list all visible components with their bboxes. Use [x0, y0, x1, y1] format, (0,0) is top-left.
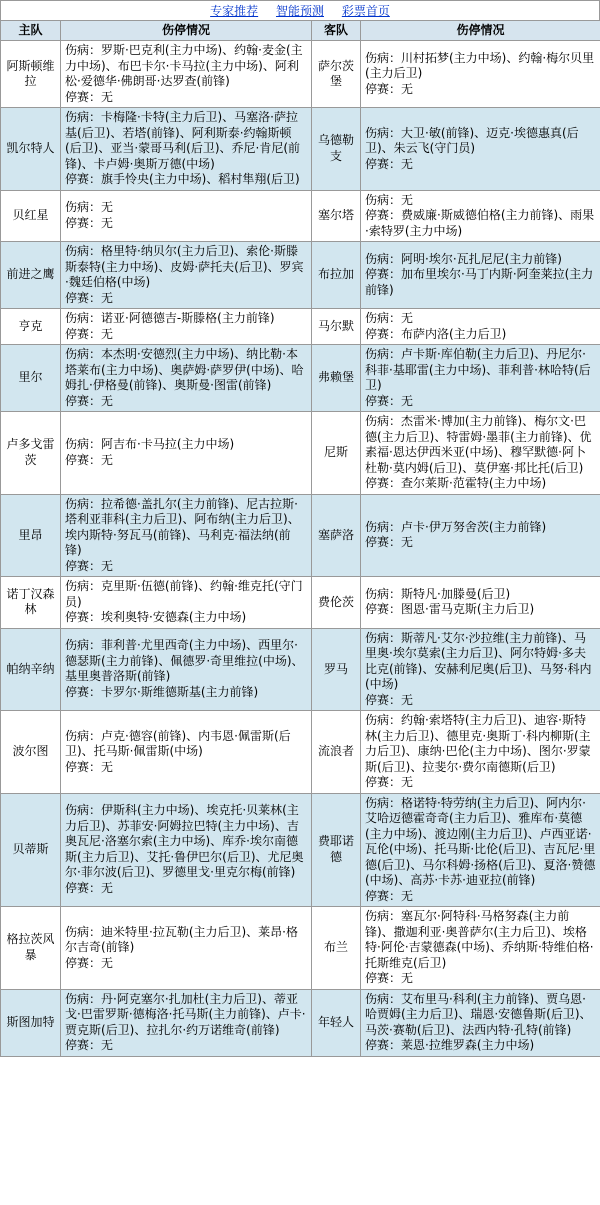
- home-injury-cell: [61, 345, 312, 412]
- home-injury-cell: [61, 907, 312, 990]
- table-row: [1, 907, 600, 990]
- home-injury-cell: [61, 628, 312, 711]
- away-team-name: 塞萨洛: [312, 494, 361, 577]
- away-team-name: 尼斯: [312, 412, 361, 495]
- home-suspension: 停赛：无: [65, 326, 114, 341]
- home-injury-cell: [61, 108, 312, 191]
- header-home-injury: 伤停情况: [61, 21, 312, 41]
- away-suspension: 停赛：图恩·雷马克斯(主力后卫): [365, 602, 535, 617]
- home-injury: 伤病：克里斯·伍德(前锋)、约翰·维克托(守门员): [65, 579, 303, 609]
- top-nav: [0, 0, 600, 20]
- home-suspension: 停赛：无: [65, 1038, 114, 1052]
- away-team-name: 塞尔塔: [312, 190, 361, 242]
- away-team-name: 弗赖堡: [312, 345, 361, 412]
- nav-link-predict[interactable]: 智能预测: [275, 4, 324, 18]
- home-team-name: 贝蒂斯: [1, 793, 61, 907]
- home-injury: 伤病：卡梅隆·卡特(主力后卫)、马塞洛·萨拉基(后卫)、若塔(前锋)、阿利斯泰·约翰斯顿(后卫)、亚当·蒙哥马利(后卫)、乔尼·肯尼(前锋)、卡卢姆·奥斯万德(中场): [65, 110, 301, 171]
- away-injury-cell: [361, 577, 600, 629]
- away-team-name: 布兰: [312, 907, 361, 990]
- injury-table: [0, 20, 600, 1057]
- away-suspension: 停赛：无: [365, 156, 414, 171]
- header-away-injury: 伤停情况: [361, 21, 600, 41]
- away-suspension: 停赛：无: [365, 81, 414, 96]
- away-suspension: 停赛：莱恩·拉维罗森(主力中场): [365, 1038, 535, 1052]
- away-injury-cell: [361, 907, 600, 990]
- away-team-name: 流浪者: [312, 711, 361, 794]
- table-row: [1, 108, 600, 191]
- home-team-name: 诺丁汉森林: [1, 577, 61, 629]
- away-team-name: 萨尔茨堡: [312, 41, 361, 108]
- away-injury-cell: [361, 190, 600, 242]
- away-injury: 伤病：无: [365, 192, 414, 207]
- away-team-name: 罗马: [312, 628, 361, 711]
- home-injury: 伤病：卢克·德容(前锋)、内韦恩·佩雷斯(后卫)、托马斯·佩雷斯(中场): [65, 728, 291, 758]
- home-team-name: 亨克: [1, 309, 61, 345]
- home-team-name: 贝红星: [1, 190, 61, 242]
- home-team-name: 波尔图: [1, 711, 61, 794]
- table-row: [1, 190, 600, 242]
- table-row: [1, 577, 600, 629]
- away-injury: 伤病：斯蒂凡·艾尔·沙拉维(主力前锋)、马里奥·埃尔莫索(主力后卫)、阿尔特姆·多夫比克(前锋)、安赫利尼奥(后卫)、马努·科内(中场): [365, 630, 592, 691]
- home-injury: 伤病：伊斯科(主力中场)、埃克托·贝莱林(主力后卫)、苏菲安·阿姆拉巴特(主力中场)、吉奥瓦尼·洛塞尔索(主力中场)、库乔·埃尔南德斯(主力后卫)、艾托·鲁伊巴尔(后卫)、尤尼奥尔·菲尔波(后卫)、罗德里戈·里克尔梅(前锋): [65, 803, 304, 880]
- away-injury: 伤病：塞瓦尔·阿特科·马格努森(主力前锋)、撒迦利亚·奥普萨尔(主力后卫)、埃格特·阿伦·吉蒙德森(中场)、乔纳斯·特维伯格·托斯维克(后卫): [365, 909, 594, 970]
- away-team-name: 费伦茨: [312, 577, 361, 629]
- home-team-name: 阿斯顿维拉: [1, 41, 61, 108]
- header-away-team: 客队: [312, 21, 361, 41]
- table-row: [1, 793, 600, 907]
- home-injury-cell: [61, 190, 312, 242]
- home-team-name: 帕纳辛纳: [1, 628, 61, 711]
- home-suspension: 停赛：无: [65, 290, 114, 305]
- header-home-team: 主队: [1, 21, 61, 41]
- home-team-name: 格拉茨风暴: [1, 907, 61, 990]
- home-suspension: 停赛：埃利奥特·安德森(主力中场): [65, 610, 247, 624]
- home-injury-cell: [61, 242, 312, 309]
- home-injury-cell: [61, 412, 312, 495]
- away-injury-cell: [361, 412, 600, 495]
- home-suspension: 停赛：无: [65, 393, 114, 408]
- away-suspension: 停赛：无: [365, 393, 414, 408]
- table-row: [1, 242, 600, 309]
- away-team-name: 马尔默: [312, 309, 361, 345]
- home-injury: 伤病：丹·阿克塞尔·扎加杜(主力后卫)、蒂亚戈·巴雷罗斯·德梅洛·托马斯(主力前锋)、卢卡·贾克斯(后卫)、拉扎尔·约万诺维奇(前锋): [65, 991, 306, 1037]
- away-suspension: 停赛：布萨内洛(主力后卫): [365, 326, 507, 341]
- home-suspension: 停赛：无: [65, 558, 114, 573]
- home-suspension: 停赛：无: [65, 955, 114, 970]
- away-injury-cell: [361, 628, 600, 711]
- home-injury-cell: [61, 711, 312, 794]
- table-row: [1, 628, 600, 711]
- home-injury: 伤病：本杰明·安德烈(主力中场)、纳比勒·本塔莱布(主力中场)、奥萨姆·萨罗伊(中场)、哈姆扎·伊格曼(前锋)、奥斯曼·图雷(前锋): [65, 347, 304, 392]
- home-injury-cell: [61, 41, 312, 108]
- away-injury: 伤病：无: [365, 311, 414, 325]
- home-suspension: 停赛：无: [65, 452, 114, 467]
- away-injury-cell: [361, 108, 600, 191]
- home-injury-cell: [61, 494, 312, 577]
- home-injury-cell: [61, 989, 312, 1056]
- table-row: [1, 309, 600, 345]
- away-suspension: 停赛：查尔莱斯·范霍特(主力中场): [365, 476, 547, 490]
- home-team-name: 卢多戈雷茨: [1, 412, 61, 495]
- away-suspension: 停赛：无: [365, 775, 414, 789]
- home-team-name: 凯尔特人: [1, 108, 61, 191]
- home-injury: 伤病：迪米特里·拉瓦勒(主力后卫)、莱昂·格尔吉奇(前锋): [65, 924, 298, 954]
- away-injury-cell: [361, 793, 600, 907]
- away-suspension: 停赛：加布里埃尔·马丁内斯·阿奎莱拉(主力前锋): [365, 267, 594, 297]
- table-row: [1, 412, 600, 495]
- away-suspension: 停赛：无: [365, 692, 414, 707]
- home-team-name: 斯图加特: [1, 989, 61, 1056]
- away-team-name: 年轻人: [312, 989, 361, 1056]
- away-injury-cell: [361, 711, 600, 794]
- away-injury: 伤病：约翰·索塔特(主力后卫)、迪容·斯特林(主力后卫)、德里克·奥斯丁·科内柳斯(主力后卫)、康纳·巴伦(主力中场)、图尔·罗蒙斯(后卫)、拉斐尔·费尔南德斯(后卫): [365, 713, 591, 774]
- away-injury-cell: [361, 989, 600, 1056]
- home-injury: 伤病：诺亚·阿德德吉-斯滕格(主力前锋): [65, 311, 275, 325]
- nav-link-lottery-home[interactable]: 彩票首页: [341, 4, 390, 18]
- away-injury: 伤病：阿明·埃尔·瓦扎尼尼(主力前锋): [365, 251, 562, 266]
- home-injury-cell: [61, 577, 312, 629]
- home-suspension: 停赛：无: [65, 759, 114, 774]
- away-injury: 伤病：艾布里马·科利(主力前锋)、贾乌恩·哈贾姆(主力后卫)、瑞恩·安德鲁斯(后卫)、马茨·赛勒(后卫)、法西内特·孔特(前锋): [365, 991, 592, 1037]
- home-suspension: 停赛：无: [65, 89, 114, 104]
- away-injury: 伤病：卢卡斯·库伯勒(主力后卫)、丹尼尔·科菲·基耶雷(主力中场)、菲利普·林哈特(后卫): [365, 347, 591, 392]
- away-team-name: 乌德勒支: [312, 108, 361, 191]
- away-injury-cell: [361, 494, 600, 577]
- away-suspension: 停赛：费威廉·斯威德伯格(主力前锋)、雨果·索特罗(主力中场): [365, 208, 595, 238]
- away-injury: 伤病：卢卡·伊万努舍茨(主力前锋): [365, 519, 547, 534]
- away-injury: 伤病：大卫·敏(前锋)、迈克·埃德惠真(后卫)、朱云飞(守门员): [365, 125, 579, 155]
- away-injury-cell: [361, 242, 600, 309]
- away-injury: 伤病：川村拓梦(主力中场)、约翰·梅尔贝里(主力后卫): [365, 50, 595, 81]
- away-injury: 伤病：格诺特·特劳纳(主力后卫)、阿内尔·艾哈迈德霍奇奇(主力后卫)、雅库布·莫德(主力中场)、渡边刚(主力后卫)、卢西亚诺·瓦伦(中场)、托马斯·比伦(后卫)、吉瓦尼·里德(后卫)、马尔科姆·扬格(后卫)、夏洛·赞德(中场)、高苏·卡苏·迪亚拉(前锋): [365, 795, 596, 887]
- home-suspension: 停赛：旗手怜央(主力中场)、稻村隼翔(后卫): [65, 172, 300, 186]
- away-suspension: 停赛：无: [365, 888, 414, 903]
- table-row: [1, 41, 600, 108]
- home-team-name: 里昂: [1, 494, 61, 577]
- table-row: [1, 989, 600, 1056]
- away-team-name: 布拉加: [312, 242, 361, 309]
- away-injury-cell: [361, 309, 600, 345]
- home-injury: 伤病：阿吉布·卡马拉(主力中场): [65, 437, 235, 452]
- home-injury-cell: [61, 309, 312, 345]
- home-injury-cell: [61, 793, 312, 907]
- away-injury: 伤病：杰雷米·博加(主力前锋)、梅尔文·巴德(主力后卫)、特雷姆·墨菲(主力前锋)、优素福·恩达伊西米亚(中场)、穆罕默德·阿卜杜勒·莫内姆(后卫)、莫伊塞·邦比托(后卫): [365, 414, 592, 475]
- table-header-row: [1, 21, 600, 41]
- home-suspension: 停赛：无: [65, 880, 114, 895]
- away-suspension: 停赛：无: [365, 535, 414, 550]
- table-row: [1, 494, 600, 577]
- home-team-name: 前进之鹰: [1, 242, 61, 309]
- home-injury: 伤病：格里特·纳贝尔(主力后卫)、索伦·斯滕斯泰特(主力中场)、皮姆·萨托夫(后卫)、罗宾·魏廷伯格(中场): [65, 244, 304, 289]
- table-row: [1, 345, 600, 412]
- home-injury: 伤病：罗斯·巴克利(主力中场)、约翰·麦金(主力中场)、布巴卡尔·卡马拉(主力中场)、阿利松·爱德华·佛朗哥·达罗查(前锋): [65, 43, 303, 88]
- home-suspension: 停赛：卡罗尔·斯维德斯基(主力前锋): [65, 684, 259, 699]
- table-body: [1, 41, 600, 1057]
- away-injury-cell: [361, 345, 600, 412]
- home-team-name: 里尔: [1, 345, 61, 412]
- table-row: [1, 711, 600, 794]
- away-suspension: 停赛：无: [365, 971, 414, 985]
- home-suspension: 停赛：无: [65, 215, 114, 230]
- nav-link-expert[interactable]: 专家推荐: [210, 4, 259, 18]
- home-injury: 伤病：拉希德·盖扎尔(主力前锋)、尼古拉斯·塔利亚菲科(主力后卫)、阿布纳(主力后卫)、埃内斯特·努瓦马(前锋)、马利克·福法纳(前锋): [65, 496, 300, 557]
- home-injury: 伤病：无: [65, 200, 114, 215]
- home-injury: 伤病：菲利普·尤里西奇(主力中场)、西里尔·德瑟斯(主力前锋)、佩德罗·奇里维拉(中场)、基里奥普洛斯(前锋): [65, 638, 304, 684]
- away-injury-cell: [361, 41, 600, 108]
- away-team-name: 费耶诺德: [312, 793, 361, 907]
- away-injury: 伤病：斯特凡·加滕曼(后卫): [365, 586, 511, 601]
